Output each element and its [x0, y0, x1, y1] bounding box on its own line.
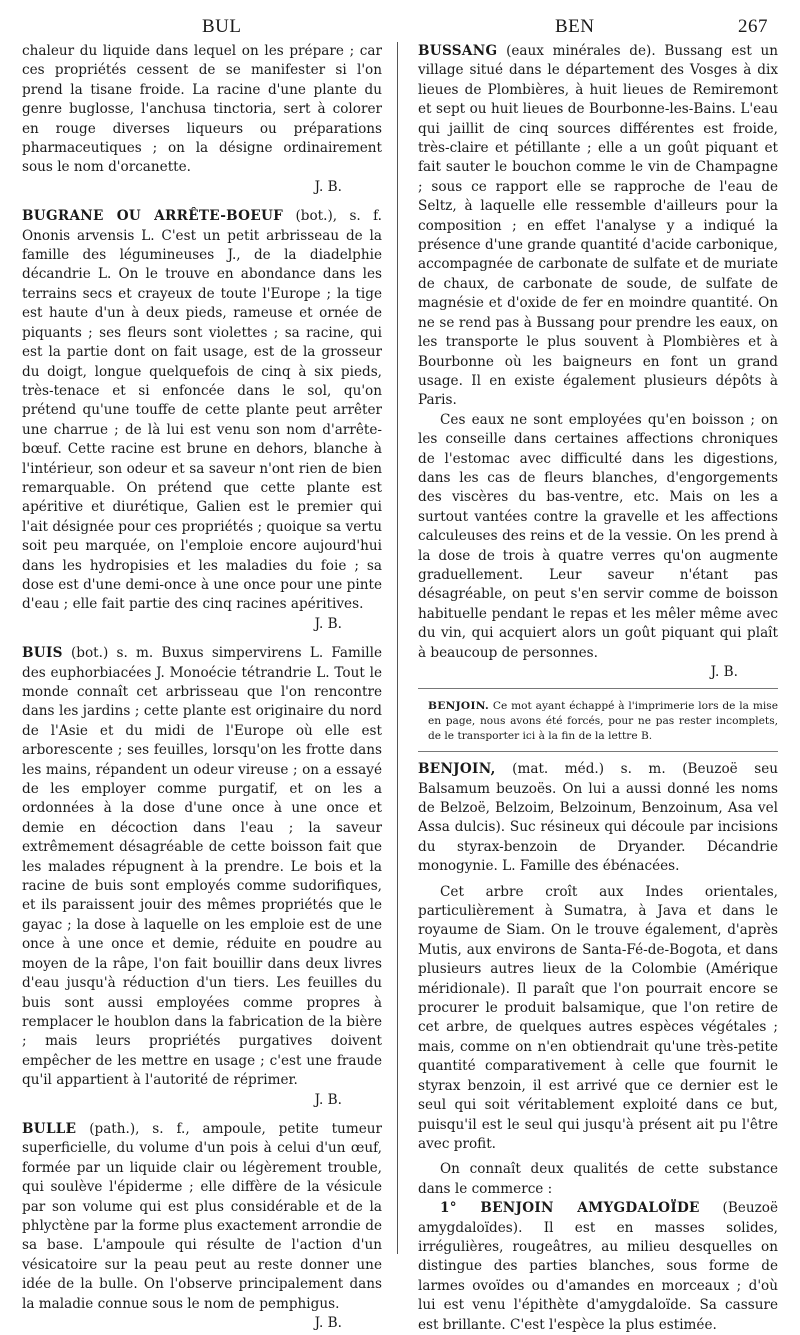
entry-bulle [22, 1120, 382, 1333]
entry-headword: BUGRANE OU ARRÊTE-BOEUF [22, 208, 284, 225]
author-signature: J. B. [710, 664, 738, 680]
author-signature: J. B. [314, 178, 342, 195]
author-signature: J. B. [314, 1315, 342, 1331]
entry-benjoin-paragraph: Cet arbre croît aux Indes orientales, particulièrement à Sumatra, à Java et dans le royaume de Siam. On le trouve également, d'après Mutis, aux environs de Santa-Fé-de-Bogota, et dans plusieurs autres lieux de la Colombie (Amérique méridionale). Il paraît que l'on pourrait encore se procurer le produit balsamique, que l'on retire de cet arbre, de quelques autres espèces végétales ; mais, comme on n'en obtiendrait qu'une très-petite quantité comparativement à celle que fournit le styrax benzoin, il est arrivé que ce dernier est le seul qui soit véritablement exploité dans ce but, puisqu'il est le seul qui jusqu'à présent ait pu l'être avec profit. [418, 883, 778, 1152]
two-column-body [22, 42, 778, 1335]
entry-text: (bot.) s. m. Buxus simpervirens L. Famille des euphorbiacées J. Monoécie tétrandrie L. Tout le monde connaît cet arbrisseau que l'on rencontre dans les jardins ; cette plante est originaire du nord de l'Asie et du midi de l'Europe où elle est arborescente ; ses feuilles, lorsqu'on les frotte dans les mains, répandent un odeur vireuse ; on a essayé de les employer comme purgatif, et on les a ordonnées à la dose d'une once à une once et demie en décoction dans l'eau ; la saveur extrêmement désagréable de cette boisson fait que les malades répugnent à la prendre. Le bois et la racine de buis sont employés comme sudorifiques, et ils paraissent jouir des mêmes propriétés que le gayac ; la dose à laquelle on les emploie est de une once à une once et demie, réduite en poudre au moyen de la râpe, l'on fait bouillir dans deux livres d'eau jusqu'à réduction d'un tiers. Les feuilles du buis sont aussi employées comme propres à remplacer le houblon dans la fabrication de la bière ; mais leurs propriétés purgatives doivent empêcher de les mettre en usage ; c'est une fraude qu'il appartient à l'autorité de réprimer. [22, 645, 382, 1089]
entry-buis [22, 644, 382, 1110]
entry-bugrane [22, 207, 382, 634]
column-divider [397, 42, 398, 1254]
page-number: 267 [738, 16, 768, 37]
entry-text: (path.), s. f., ampoule, petite tumeur superficielle, du volume d'un pois à celui d'un œuf, formée par un liquide clair ou légèrement trouble, qui soulève l'épiderme ; elle diffère de la vésicule par son volume qui est plus considérable et de la phlyctène par la forme plus exactement arrondie de sa base. L'ampoule qui résulte de l'action d'un vésicatoire sur la peau peut au reste donner une idée de la bulle. On l'observe principalement dans la maladie connue sous le nom de pemphigus. [22, 1120, 383, 1312]
entry-headword: BENJOIN, [418, 761, 496, 778]
entry-headword: BULLE [22, 1120, 77, 1137]
section-divider [418, 688, 778, 689]
entry-text: (bot.), s. f. Ononis arvensis L. C'est un petit arbrisseau de la famille des légumineuses J., de la diadelphie décandrie L. On le trouve en abondance dans les terrains secs et crayeux de toute l'Europe ; la tige est haute d'un à deux pieds, rameuse et ornée de piquants ; ses fleurs sont violettes ; sa racine, qui est la partie dont on fait usage, est de la grosseur du doigt, longue quelquefois de cinq à six pieds, très-tenace et si enfoncée dans le sol, qu'on prétend qu'une touffe de cette plante peut arrêter une charrue ; de là lui est venu son nom d'arrête-bœuf. Cette racine est brune en dehors, blanche à l'intérieur, son odeur et sa saveur n'ont rien de bien remarquable. On prétend que cette plante est apéritive et diurétique, Galien est le premier qui l'ait désignée pour ces propriétés ; quoique sa vertu soit peu marquée, on l'emploie encore aujourd'hui dans les hydropisies et les maladies du foie ; sa dose est d'une demi-once à une once pour une pinte d'eau ; elle fait partie des cinq racines apéritives. [22, 208, 383, 613]
entry-headword: BUIS [22, 645, 63, 662]
entry-headword: BUSSANG [418, 43, 498, 59]
header-left-word: BUL [202, 16, 242, 37]
subentry-headword: 1° BENJOIN AMYGDALOÏDE [440, 1200, 700, 1217]
entry-benjoin-subentry [418, 1199, 778, 1335]
entry-benjoin [418, 760, 778, 876]
entry-benjoin-paragraph: On connaît deux qualités de cette substance dans le commerce : [418, 1161, 778, 1197]
header-right-word: BEN [555, 16, 595, 37]
subentry-text: (Beuzoë amygdaloïdes). Il est en masses solides, irrégulières, rougeâtres, au milieu desquelles on distingue des parties blanches, sous forme de larmes ovoïdes ou d'amandes en morceaux ; d'où lui est venu l'épithète d'amygdaloïde. Sa cassure est brillante. C'est l'espèce la plus estimée. [418, 1200, 778, 1333]
author-signature: J. B. [314, 1091, 342, 1108]
section-divider [418, 751, 778, 752]
continuation-paragraph: chaleur du liquide dans lequel on les prépare ; car ces propriétés cessent de se manifester si l'on prend la tisane froide. La racine d'une plante du genre buglosse, l'anchusa tinctoria, sert à colorer en rouge diverses liqueurs ou préparations pharmaceutiques ; on la désigne ordinairement sous le nom d'orcanette. J. B. [22, 42, 382, 197]
entry-text: (eaux minérales de). Bussang est un village situé dans le département des Vosges à dix lieues de Plombières, à huit lieues de Remiremont et sept ou huit lieues de Bourbonne-les-Bains. L'eau qui jaillit de cinq sources différentes est froide, très-claire et pétillante ; elle a un goût piquant et fait sauter le bouchon comme le vin de Champagne ; sous ce rapport elle se rapproche de l'eau de Seltz, à laquelle elle ressemble d'ailleurs pour la composition ; en effet l'analyse y a indiqué la présence d'une grande quantité d'acide carbonique, accompagnée de carbonate de sulfate et de muriate de chaux, de carbonate de soude, de sulfate de magnésie et d'oxide de fer en moindre quantité. On ne se rend pas à Bussang pour prendre les eaux, on les transporte le plus souvent à Plombières et à Bourbonne où les baigneurs en font un grand usage. Il en existe également plusieurs dépôts à Paris. [418, 43, 778, 409]
right-column [418, 42, 778, 1335]
author-signature: J. B. [314, 615, 342, 632]
note-text: Ce mot ayant échappé à l'imprimerie lors de la mise en page, nous avons été forcés, pour ne pas rester incomplets, de le transporter ici à la fin de la lettre B. [428, 700, 778, 742]
entry-bussang-continued: Ces eaux ne sont employées qu'en boisson ; on les conseille dans certaines affections chroniques de l'estomac avec difficulté dans les digestions, dans les cas de fleurs blanches, d'engorgements des viscères du bas-ventre, etc. Mais on les a surtout vantées contre la gravelle et les affections calculeuses des reins et de la vessie. On les prend à la dose de trois à quatre verres qu'on augmente graduellement. Leur saveur n'étant pas désagréable, on peut s'en servir comme de boisson habituelle pendant le repas et les mêler même avec du vin, qui acquiert alors un goût piquant qui plaît à beaucoup de personnes. J. B. [418, 411, 778, 683]
note-headword: BENJOIN. [428, 700, 490, 713]
entry-bussang [418, 42, 778, 411]
printer-note [418, 697, 778, 745]
entry-text: (mat. méd.) s. m. (Beuzoë seu Balsamum beuzoës. On lui a aussi donné les noms de Belzoë, Belzoim, Belzoinum, Benzoinum, Asa vel Assa dulcis). Suc résineux qui découle par incisions du styrax-benzoin de Dryander. Décandrie monogynie. L. Famille des ébénacées. [418, 761, 778, 875]
running-header [22, 14, 778, 42]
left-column [22, 42, 382, 1335]
